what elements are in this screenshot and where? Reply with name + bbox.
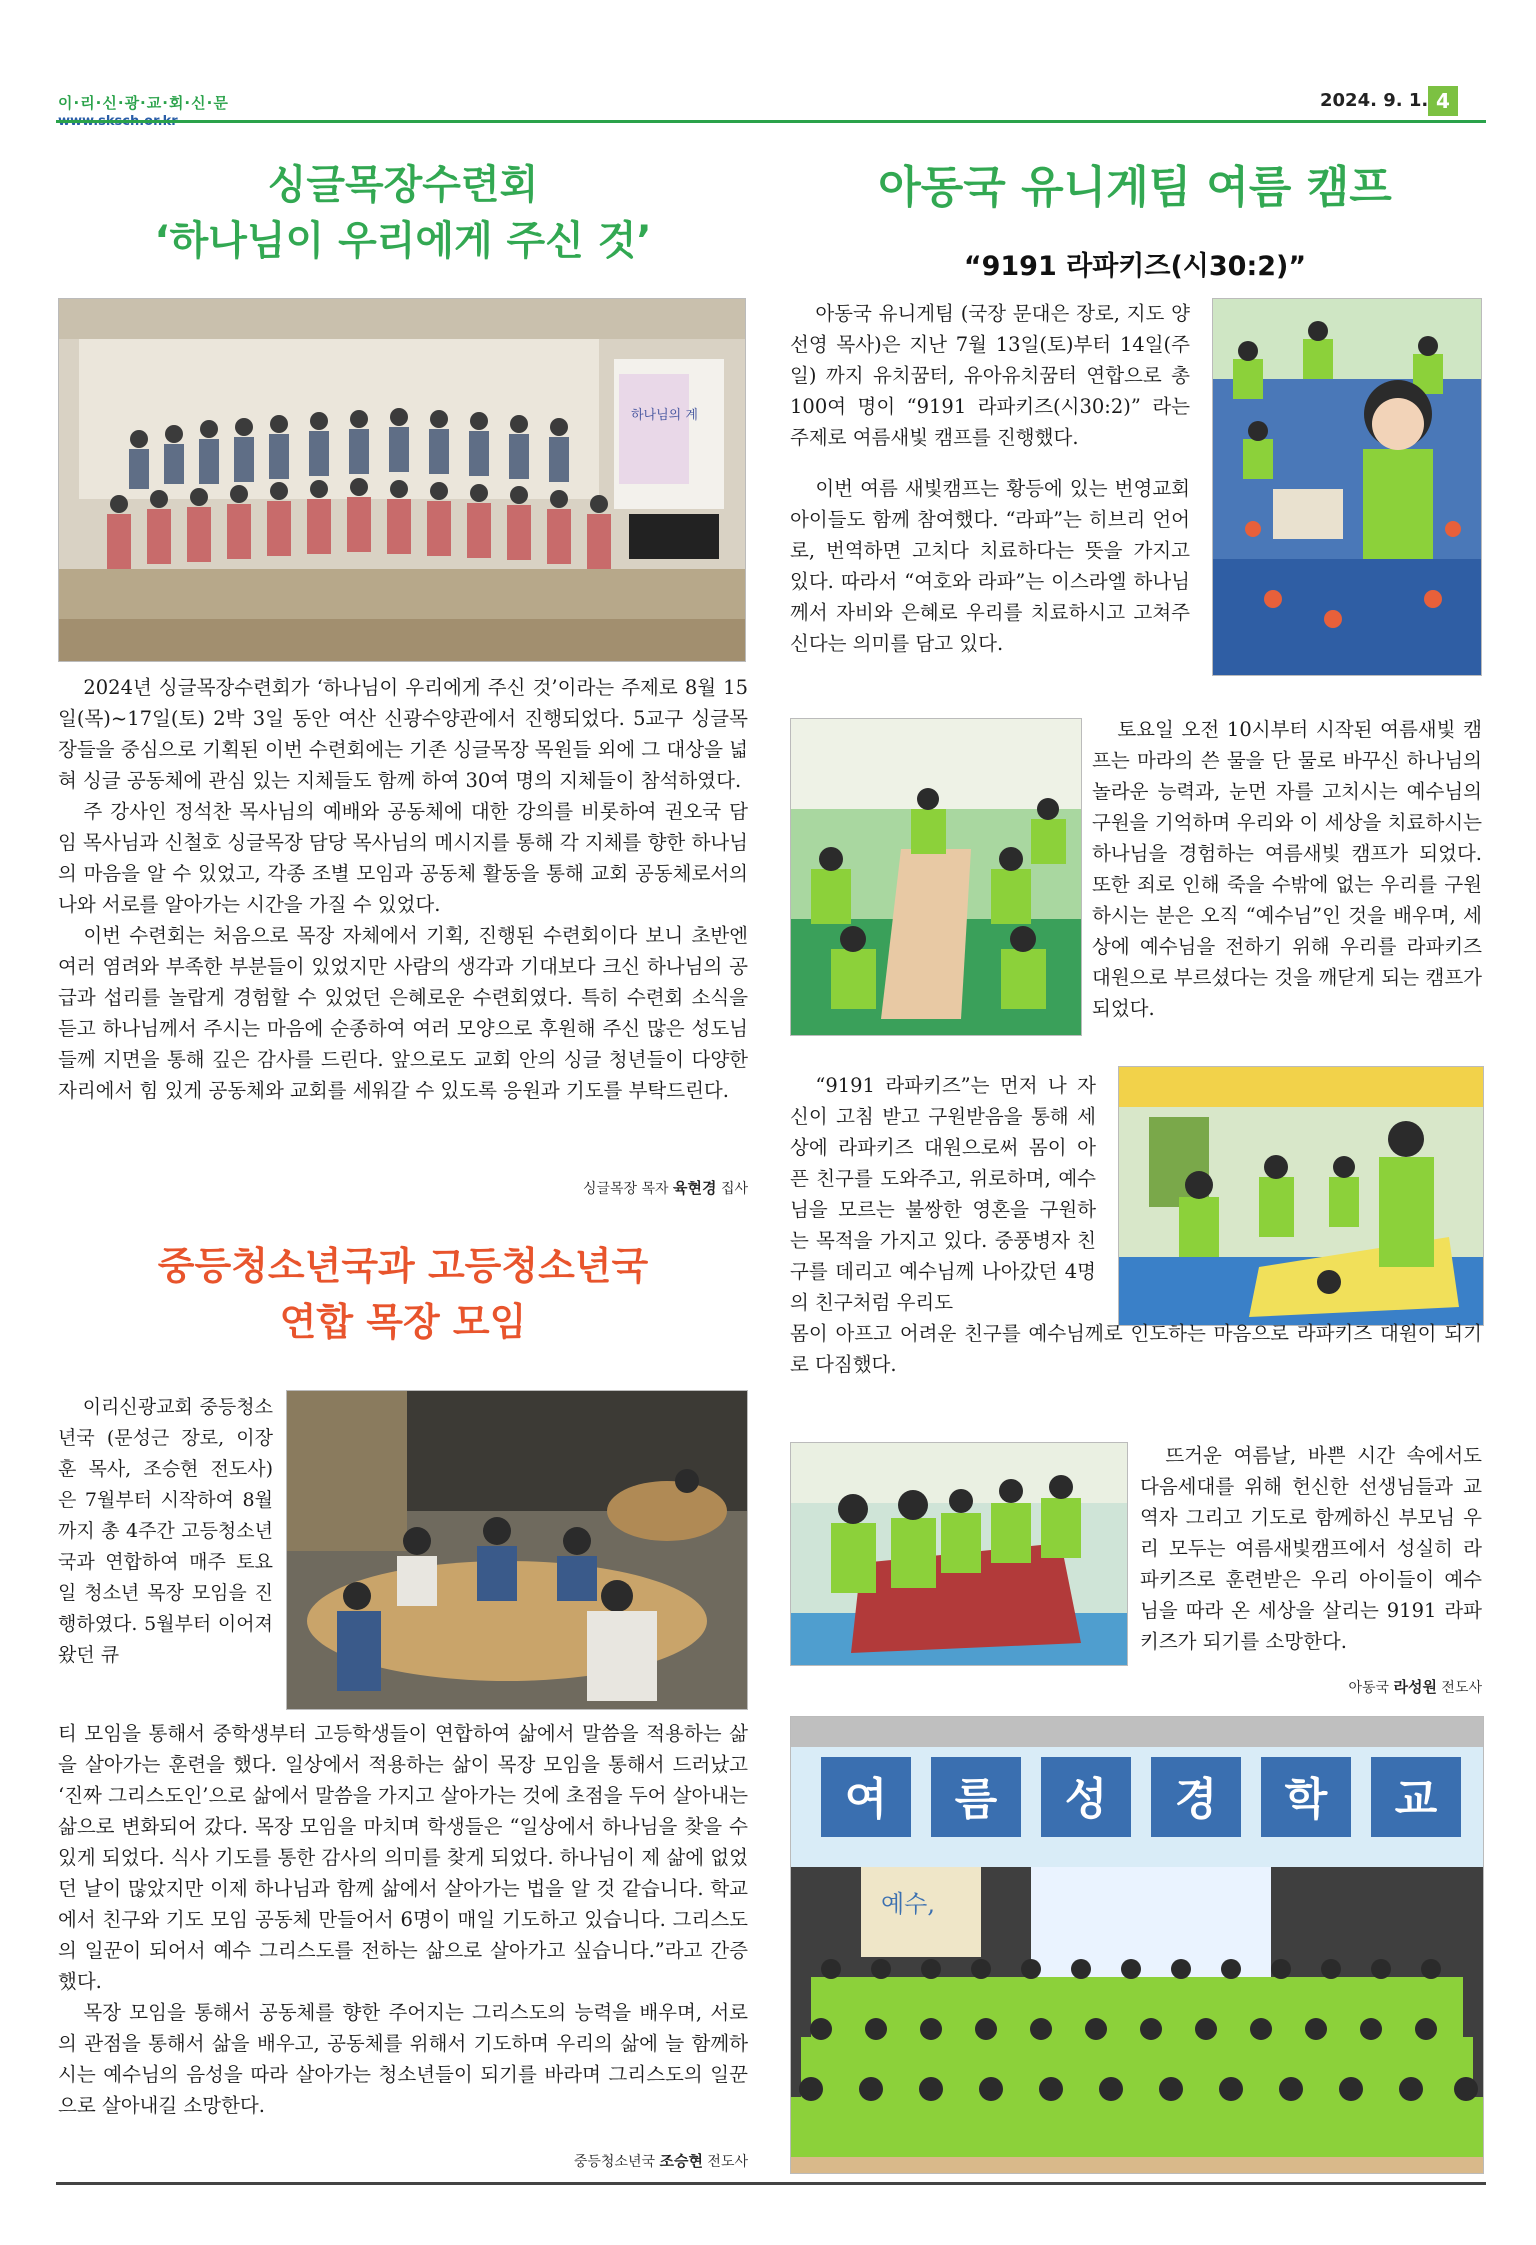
footer-rule — [56, 2182, 1486, 2185]
byline-name: 육현경 — [673, 1179, 717, 1197]
camp-paragraph-4-continued: 몸이 아프고 어려운 친구를 예수님께로 인도하는 마음으로 라파키즈 대원이 되기로 다짐했다. — [790, 1322, 1482, 1376]
screen-banner-text: 하나님의 계 — [631, 408, 698, 423]
byline-role: 싱글목장 목자 — [582, 1181, 669, 1197]
youth-subtitle: 연합 목장 모임 — [279, 1300, 527, 1344]
byline-title: 전도사 — [1441, 1680, 1482, 1696]
byline-name: 라성원 — [1393, 1678, 1437, 1696]
byline-title: 집사 — [720, 1181, 748, 1197]
banner-char-4: 경 — [1174, 1774, 1218, 1825]
single-retreat-group-photo — [58, 298, 746, 662]
single-retreat-title: 싱글목장수련회 — [267, 162, 539, 208]
banner-caption: 예수, — [881, 1890, 935, 1918]
youth-title: 중등청소년국과 고등청소년국 — [157, 1244, 649, 1288]
youth-meeting-photo — [286, 1390, 748, 1710]
camp-blanket-carry-photo — [790, 1442, 1128, 1666]
camp-byline — [1240, 1676, 1482, 1697]
byline-name: 조승현 — [659, 2152, 703, 2170]
masthead-title: 이·리·신·광·교·회·신·문 — [58, 94, 229, 112]
single-retreat-subtitle: ‘하나님이 우리에게 주신 것’ — [154, 218, 652, 264]
vacation-bible-school-group-photo — [790, 1716, 1484, 2174]
camp-rescue-game-photo — [1118, 1066, 1484, 1326]
single-retreat-paragraph-3: 이번 수련회는 처음으로 목장 자체에서 기획, 진행된 수련회이다 보니 초반엔 여러 염려와 부족한 부분들이 있었지만 사람의 생각과 기대보다 크신 하나님의 공급과 섭리를 놀랍게 경험할 수 있었던 은혜로운 수련회였다. 특히 수련회 소식을 듣고 하나님께서 주시는 마음에 순종하여 여러 모양으로 후원해 주신 많은 성도님들께 지면을 통해 깊은 감사를 드린다. 앞으로도 교회 안의 싱글 청년들이 다양한 자리에서 힘 있게 공동체와 교회를 세워갈 수 있도록 응원과 기도를 부탁드린다. — [58, 924, 748, 1102]
byline-role: 중등청소년국 — [573, 2154, 656, 2170]
page-number: 4 — [1428, 86, 1458, 116]
youth-paragraph-1-continued: 티 모임을 통해서 중학생부터 고등학생들이 연합하여 삶에서 말씀을 적용하는 삶을 살아가는 훈련을 했다. 일상에서 적용하는 삶이 목장 모임을 통해서 드러났고 ‘진짜 그리스도인’으로 삶에서 말씀을 가지고 살아가는 것에 초점을 두어 살아내는 삶으로 변화되어 갔다. 목장 모임을 마치며 학생들은 “일상에서 하나님을 찾을 수 있게 되었다. 식사 기도를 통한 감사의 의미를 찾게 되었다. 하나님이 제 삶에 없었던 날이 많았지만 이제 하나님과 함께 삶에서 살아가는 법을 알 것 같습니다. 학교에서 친구와 기도 모임 공동체 만들어서 6명이 매일 기도하고 있습니다. 그리스도의 일꾼이 되어서 예수 그리스도를 전하는 삶으로 살아가고 싶습니다.”라고 간증했다. — [58, 1722, 748, 1993]
camp-subtitle: “9191 라파키즈(시30:2)” — [963, 251, 1307, 282]
header-rule — [56, 120, 1486, 123]
camp-paragraph-2: 이번 여름 새빛캠프는 황등에 있는 번영교회 아이들도 함께 참여했다. “라파”는 히브리 언어로, 번역하면 고치다 치료하다는 뜻을 가지고 있다. 따라서 “여호와 라파”는 이스라엘 하나님께서 자비와 은혜로 우리를 치료하시고 고쳐주신다는 의미를 담고 있다. — [790, 477, 1190, 655]
banner-char-2: 름 — [954, 1774, 998, 1825]
single-retreat-byline — [458, 1177, 748, 1198]
banner-char-3: 성 — [1064, 1774, 1108, 1825]
camp-paragraph-1: 아동국 유니게팀 (국장 문대은 장로, 지도 양선영 목사)은 지난 7월 13일(토)부터 14일(주일) 까지 유치꿈터, 유아유치꿈터 연합으로 총 100여 명이 “9191 라파키즈(시30:2)” 라는 주제로 여름새빛 캠프를 진행했다. — [790, 302, 1190, 449]
youth-paragraph-2: 목장 모임을 통해서 공동체를 향한 주어지는 그리스도의 능력을 배우며, 서로의 관점을 통해서 삶을 배우고, 공동체를 위해서 기도하며 우리의 삶에 늘 함께하시는 예수님의 음성을 따라 살아가는 청소년들이 되기를 바라며 그리스도의 일꾼으로 살아내길 소망한다. — [58, 2001, 748, 2117]
camp-paragraph-5: 뜨거운 여름날, 바쁜 시간 속에서도 다음세대를 위해 헌신한 선생님들과 교역자 그리고 기도로 함께하신 부모님 우리 모두는 여름새빛캠프에서 성실히 라파키즈로 훈련받은 우리 아이들이 예수님을 따라 온 세상을 살리는 9191 라파키즈가 되기를 소망한다. — [1140, 1444, 1482, 1653]
banner-char-1: 여 — [844, 1774, 888, 1825]
banner-char-6: 교 — [1394, 1774, 1438, 1825]
byline-role: 아동국 — [1348, 1680, 1390, 1696]
camp-table-activity-photo — [790, 718, 1082, 1036]
youth-paragraph-1: 이리신광교회 중등청소년국 (문성근 장로, 이장훈 목사, 조승현 전도사)은 7월부터 시작하여 8월까지 총 4주간 고등청소년국과 연합하여 매주 토요일 청소년 목장 모임을 진행하였다. 5월부터 이어져왔던 큐 — [58, 1396, 273, 1666]
camp-paragraph-3: 토요일 오전 10시부터 시작된 여름새빛 캠프는 마라의 쓴 물을 단 물로 바꾸신 하나님의 놀라운 능력과, 눈먼 자를 고치시는 예수님의 구원을 기억하며 우리와 이 세상을 치료하시는 하나님을 경험하는 여름새빛 캠프가 되었다. 또한 죄로 인해 죽을 수밖에 없는 우리를 구원하시는 분은 오직 “예수님”인 것을 배우며, 세상에 예수님을 전하기 위해 우리를 라파키즈 대원으로 부르셨다는 것을 깨닫게 되는 캠프가 되었다. — [1092, 718, 1482, 1020]
byline-title: 전도사 — [707, 2154, 748, 2170]
banner-char-5: 학 — [1284, 1774, 1328, 1825]
camp-title: 아동국 유니게팀 여름 캠프 — [878, 162, 1392, 213]
camp-water-play-photo — [1212, 298, 1482, 676]
issue-date: 2024. 9. 1. — [1320, 90, 1429, 111]
youth-byline — [458, 2150, 748, 2171]
camp-paragraph-4: “9191 라파키즈”는 먼저 나 자신이 고침 받고 구원받음을 통해 세상에 라파키즈 대원으로써 몸이 아픈 친구를 도와주고, 위로하며, 예수님을 모르는 불쌍한 영혼을 구원하는 목적을 가지고 있다. 중풍병자 친구를 데리고 예수님께 나아갔던 4명의 친구처럼 우리도 — [790, 1074, 1096, 1314]
single-retreat-paragraph-2: 주 강사인 정석찬 목사님의 예배와 공동체에 대한 강의를 비롯하여 권오국 담임 목사님과 신철호 싱글목장 담당 목사님의 메시지를 통해 각 지체를 향한 하나님의 마음을 알 수 있었고, 각종 조별 모임과 공동체 활동을 통해 교회 공동체로서의 나와 서로를 알아가는 시간을 가질 수 있었다. — [58, 800, 748, 916]
single-retreat-paragraph-1: 2024년 싱글목장수련회가 ‘하나님이 우리에게 주신 것’이라는 주제로 8월 15일(목)~17일(토) 2박 3일 동안 여산 신광수양관에서 진행되었다. 5교구 싱글목장들을 중심으로 기획된 이번 수련회에는 기존 싱글목장 목원들 외에 그 대상을 넓혀 싱글 공동체에 관심 있는 지체들도 함께 하여 30여 명의 지체들이 참석하였다. — [58, 676, 748, 792]
